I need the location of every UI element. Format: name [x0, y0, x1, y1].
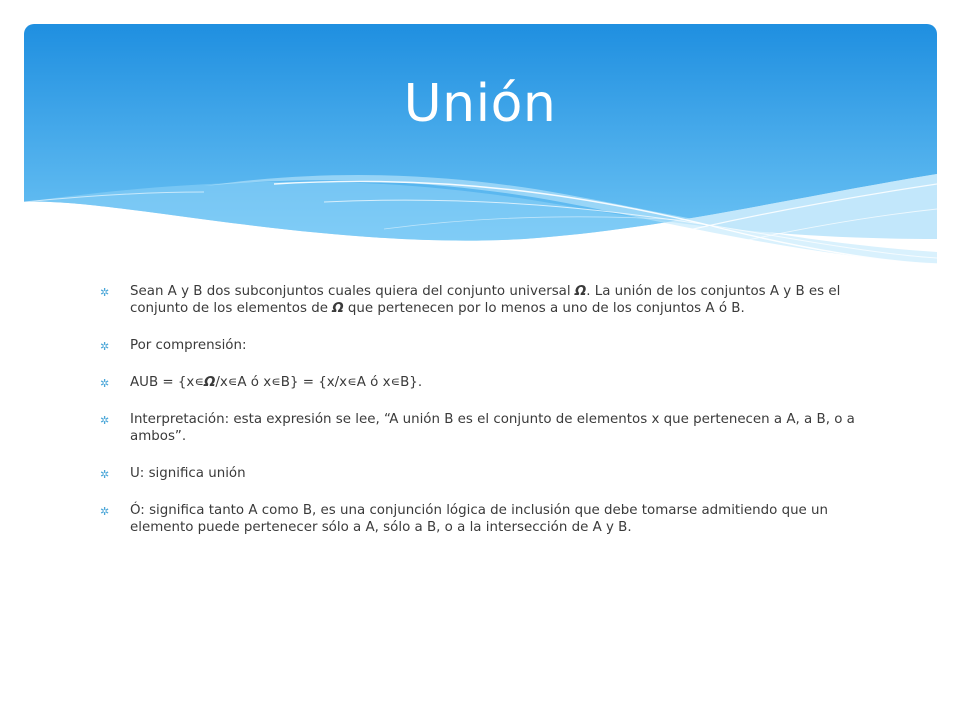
bullet-text-segment: AUB = {x∊ — [130, 375, 204, 390]
bullet-text-segment: . La unión de los conjuntos A y B es el conjunto de los elementos de — [130, 284, 841, 316]
omega-symbol: Ω — [332, 301, 344, 316]
bullet-item — [100, 374, 870, 391]
bullet-star-icon: ✲ — [100, 340, 110, 353]
bullet-star-icon: ✲ — [100, 468, 110, 481]
bullet-star-icon: ✲ — [100, 377, 110, 390]
slide-title: Unión — [403, 74, 557, 134]
omega-symbol: Ω — [203, 375, 216, 390]
bullet-star-icon: ✲ — [100, 286, 110, 299]
bullet-item — [100, 465, 870, 482]
bullet-text: U: significa unión — [130, 466, 246, 481]
bullet-text: Interpretación: esta expresión se lee, “A unión B es el conjunto de elementos x que pertenecen a A, a B, o a ambos”. — [130, 412, 855, 444]
bullet-item — [100, 283, 870, 317]
bullet-text: Por comprensión: — [130, 338, 247, 353]
bullet-item — [100, 337, 870, 354]
bullet-text-segment: Sean A y B dos subconjuntos cuales quiera del conjunto universal — [130, 284, 575, 299]
bullet-text — [130, 375, 422, 390]
bullet-star-icon: ✲ — [100, 414, 110, 427]
bullet-item — [100, 502, 870, 536]
bullet-text-segment: /x∊A ó x∊B} = {x/x∊A ó x∊B}. — [215, 375, 423, 390]
bullet-text-segment: que pertenecen por lo menos a uno de los conjuntos A ó B. — [343, 301, 745, 316]
bullet-item — [100, 411, 870, 445]
bullet-text — [130, 284, 840, 316]
wave-decoration — [24, 24, 937, 274]
omega-symbol: Ω — [574, 284, 587, 299]
bullet-star-icon: ✲ — [100, 505, 110, 518]
bullet-list — [100, 283, 870, 556]
bullet-text: Ó: significa tanto A como B, es una conjunción lógica de inclusión que debe tomarse admitiendo que un elemento puede pertenecer sólo a A, sólo a B, o a la intersección de A y B. — [130, 503, 829, 535]
header-banner — [24, 24, 937, 274]
